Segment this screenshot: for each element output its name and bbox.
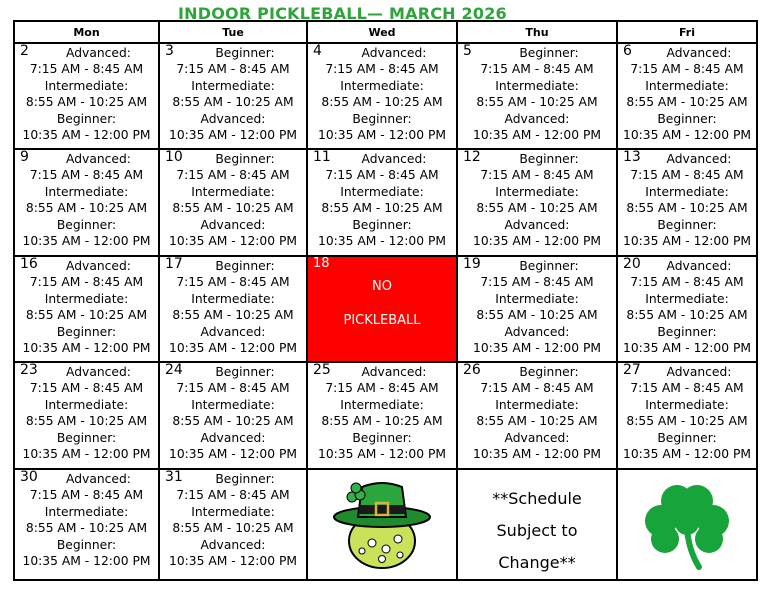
session-time: 8:55 AM - 10:25 AM — [321, 414, 443, 429]
session-time: 7:15 AM - 8:45 AM — [480, 62, 594, 77]
session-time: 10:35 AM - 12:00 PM — [318, 234, 446, 249]
session-level: Intermediate: — [191, 504, 275, 519]
note-line: Subject to — [496, 521, 578, 540]
day-number: 24 — [165, 362, 183, 378]
note-line: **Schedule — [492, 489, 582, 508]
session-level: Beginner: — [657, 324, 717, 339]
shamrock-leaf — [695, 525, 723, 553]
pickleball-hole — [359, 548, 365, 554]
session-level: Advanced: — [666, 152, 732, 166]
session-level: Intermediate: — [191, 291, 275, 306]
day-cell — [457, 362, 617, 469]
weekday-header-mon: Mon — [14, 21, 159, 43]
session-level: Advanced: — [200, 324, 266, 339]
session-level: Beginner: — [56, 430, 117, 445]
hat-band — [359, 505, 405, 514]
session-time: 7:15 AM - 8:45 AM — [325, 381, 439, 396]
session-level: Advanced: — [504, 217, 570, 232]
day-number: 3 — [165, 43, 174, 59]
session-time: 10:35 AM - 12:00 PM — [169, 341, 297, 356]
session-time: 8:55 AM - 10:25 AM — [476, 308, 598, 323]
session-time: 8:55 AM - 10:25 AM — [25, 95, 148, 110]
day-cell — [14, 469, 159, 580]
week-row — [14, 362, 757, 469]
day-number: 27 — [623, 362, 641, 378]
session-level: Advanced: — [66, 472, 131, 486]
day-cell — [307, 43, 457, 149]
session-level: Beginner: — [352, 111, 412, 126]
session-level: Advanced: — [66, 365, 131, 379]
session-level: Beginner: — [215, 152, 275, 166]
session-level: Intermediate: — [495, 291, 579, 306]
session-time: 8:55 AM - 10:25 AM — [172, 414, 294, 429]
session-time: 8:55 AM - 10:25 AM — [321, 201, 443, 216]
session-time: 7:15 AM - 8:45 AM — [480, 381, 594, 396]
session-time: 8:55 AM - 10:25 AM — [626, 308, 748, 323]
decoration-cell — [307, 469, 457, 580]
session-time: 8:55 AM - 10:25 AM — [25, 201, 148, 216]
day-cell — [14, 362, 159, 469]
pickleball-hole — [382, 545, 390, 553]
day-cell — [159, 256, 307, 362]
session-level: Intermediate: — [191, 397, 275, 412]
session-level: Intermediate: — [44, 397, 129, 412]
session-level: Intermediate: — [340, 78, 424, 93]
session-list — [458, 44, 616, 143]
day-number: 23 — [20, 362, 38, 378]
day-cell — [307, 362, 457, 469]
session-time: 10:35 AM - 12:00 PM — [318, 128, 446, 143]
session-time: 7:15 AM - 8:45 AM — [480, 168, 594, 183]
session-level: Advanced: — [200, 217, 266, 232]
session-time: 7:15 AM - 8:45 AM — [630, 168, 744, 183]
day-cell — [457, 256, 617, 362]
day-cell — [159, 149, 307, 256]
session-level: Advanced: — [66, 152, 131, 166]
session-time: 7:15 AM - 8:45 AM — [29, 381, 144, 396]
session-level: Advanced: — [666, 46, 732, 60]
session-time: 8:55 AM - 10:25 AM — [321, 95, 443, 110]
notice-line: PICKLEBALL — [343, 313, 421, 328]
session-level: Advanced: — [666, 259, 732, 273]
session-time: 10:35 AM - 12:00 PM — [169, 128, 297, 143]
session-time: 8:55 AM - 10:25 AM — [172, 521, 294, 536]
weekday-header-thu: Thu — [457, 21, 617, 43]
session-time: 8:55 AM - 10:25 AM — [172, 308, 294, 323]
week-row — [14, 256, 757, 362]
session-time: 8:55 AM - 10:25 AM — [476, 201, 598, 216]
day-number: 20 — [623, 256, 641, 272]
session-time: 8:55 AM - 10:25 AM — [476, 95, 598, 110]
session-list — [15, 150, 158, 249]
session-time: 7:15 AM - 8:45 AM — [325, 168, 439, 183]
session-time: 8:55 AM - 10:25 AM — [172, 201, 294, 216]
session-list — [15, 44, 158, 143]
day-number: 26 — [463, 362, 481, 378]
session-time: 10:35 AM - 12:00 PM — [623, 447, 751, 462]
pickleball-hole — [379, 555, 386, 562]
day-number: 5 — [463, 43, 472, 59]
session-time: 7:15 AM - 8:45 AM — [480, 275, 594, 290]
session-level: Intermediate: — [44, 78, 129, 93]
session-time: 8:55 AM - 10:25 AM — [476, 414, 598, 429]
session-level: Intermediate: — [44, 504, 129, 519]
day-cell — [159, 43, 307, 149]
no-pickleball-notice — [308, 257, 456, 338]
session-level: Beginner: — [215, 472, 275, 486]
session-time: 8:55 AM - 10:25 AM — [25, 414, 148, 429]
session-level: Advanced: — [361, 365, 427, 379]
session-list — [458, 363, 616, 462]
day-number: 16 — [20, 256, 38, 272]
session-time: 10:35 AM - 12:00 PM — [22, 234, 151, 249]
session-time: 10:35 AM - 12:00 PM — [22, 128, 151, 143]
session-time: 7:15 AM - 8:45 AM — [176, 381, 290, 396]
session-level: Advanced: — [66, 259, 131, 273]
session-level: Intermediate: — [645, 78, 729, 93]
session-time: 7:15 AM - 8:45 AM — [325, 62, 439, 77]
day-cell — [617, 149, 757, 256]
session-level: Beginner: — [56, 324, 117, 339]
session-time: 8:55 AM - 10:25 AM — [172, 95, 294, 110]
session-level: Advanced: — [361, 46, 427, 60]
session-time: 8:55 AM - 10:25 AM — [626, 414, 748, 429]
week-row — [14, 469, 757, 580]
pickleball-hole — [394, 535, 402, 543]
day-cell — [159, 362, 307, 469]
day-cell — [14, 149, 159, 256]
schedule-note — [458, 470, 616, 579]
session-list — [618, 44, 756, 143]
session-time: 10:35 AM - 12:00 PM — [473, 341, 601, 356]
note-cell — [457, 469, 617, 580]
shamrock-icon — [637, 477, 737, 573]
pickleball-hole — [397, 552, 403, 558]
session-level: Beginner: — [56, 537, 117, 552]
session-level: Intermediate: — [645, 291, 729, 306]
session-level: Intermediate: — [495, 397, 579, 412]
session-level: Intermediate: — [495, 78, 579, 93]
decoration-cell — [617, 469, 757, 580]
day-number: 18 — [313, 256, 330, 271]
session-time: 10:35 AM - 12:00 PM — [22, 447, 151, 462]
session-level: Intermediate: — [44, 184, 129, 199]
session-level: Beginner: — [657, 217, 717, 232]
session-time: 10:35 AM - 12:00 PM — [623, 128, 751, 143]
session-time: 8:55 AM - 10:25 AM — [25, 308, 148, 323]
day-number: 2 — [20, 43, 29, 59]
session-level: Intermediate: — [645, 397, 729, 412]
session-level: Beginner: — [56, 217, 117, 232]
day-number: 6 — [623, 43, 632, 59]
session-level: Beginner: — [56, 111, 117, 126]
day-number: 12 — [463, 149, 481, 165]
session-time: 7:15 AM - 8:45 AM — [29, 168, 144, 183]
session-level: Beginner: — [657, 430, 717, 445]
week-row — [14, 43, 757, 149]
session-time: 10:35 AM - 12:00 PM — [318, 447, 446, 462]
session-level: Beginner: — [215, 259, 275, 273]
shamrock-leaf — [651, 525, 679, 553]
session-time: 10:35 AM - 12:00 PM — [22, 341, 151, 356]
day-cell — [617, 43, 757, 149]
weekday-header-tue: Tue — [159, 21, 307, 43]
session-level: Beginner: — [352, 217, 412, 232]
weekday-header-row — [14, 21, 757, 43]
session-level: Advanced: — [66, 46, 131, 60]
note-line: Change** — [498, 553, 576, 572]
day-cell — [14, 256, 159, 362]
day-cell — [457, 149, 617, 256]
day-number: 17 — [165, 256, 183, 272]
session-list — [308, 44, 456, 143]
session-time: 7:15 AM - 8:45 AM — [630, 381, 744, 396]
session-level: Beginner: — [519, 46, 579, 60]
session-level: Intermediate: — [191, 78, 275, 93]
session-time: 10:35 AM - 12:00 PM — [169, 554, 297, 569]
day-number: 30 — [20, 469, 38, 485]
shamrock-leaf — [351, 483, 361, 493]
session-level: Advanced: — [666, 365, 732, 379]
session-time: 10:35 AM - 12:00 PM — [169, 234, 297, 249]
session-time: 7:15 AM - 8:45 AM — [630, 275, 744, 290]
session-level: Beginner: — [215, 46, 275, 60]
pickleball-hole — [368, 539, 376, 547]
weekday-header-wed: Wed — [307, 21, 457, 43]
session-level: Intermediate: — [44, 291, 129, 306]
session-time: 7:15 AM - 8:45 AM — [630, 62, 744, 77]
day-cell — [159, 469, 307, 580]
session-level: Advanced: — [504, 324, 570, 339]
weekday-header-fri: Fri — [617, 21, 757, 43]
session-time: 8:55 AM - 10:25 AM — [25, 521, 148, 536]
day-cell — [14, 43, 159, 149]
session-time: 10:35 AM - 12:00 PM — [169, 447, 297, 462]
day-number: 9 — [20, 149, 29, 165]
session-level: Advanced: — [361, 152, 427, 166]
session-time: 10:35 AM - 12:00 PM — [473, 447, 601, 462]
session-level: Intermediate: — [495, 184, 579, 199]
session-time: 10:35 AM - 12:00 PM — [473, 128, 601, 143]
session-level: Advanced: — [200, 430, 266, 445]
session-level: Beginner: — [519, 152, 579, 166]
session-time: 7:15 AM - 8:45 AM — [176, 275, 290, 290]
session-time: 10:35 AM - 12:00 PM — [623, 341, 751, 356]
day-number: 10 — [165, 149, 183, 165]
session-time: 7:15 AM - 8:45 AM — [176, 488, 290, 503]
session-level: Advanced: — [200, 111, 266, 126]
day-cell — [307, 149, 457, 256]
session-level: Advanced: — [200, 537, 266, 552]
day-cell — [617, 362, 757, 469]
session-level: Beginner: — [519, 365, 579, 379]
session-list — [458, 150, 616, 249]
session-level: Advanced: — [504, 430, 570, 445]
session-level: Beginner: — [215, 365, 275, 379]
shamrock-center — [675, 511, 699, 535]
day-number: 31 — [165, 469, 183, 485]
week-row — [14, 149, 757, 256]
session-level: Advanced: — [504, 111, 570, 126]
session-time: 10:35 AM - 12:00 PM — [623, 234, 751, 249]
day-cell — [617, 256, 757, 362]
session-list — [160, 44, 306, 143]
session-time: 7:15 AM - 8:45 AM — [29, 275, 144, 290]
day-number: 19 — [463, 256, 481, 272]
session-time: 10:35 AM - 12:00 PM — [473, 234, 601, 249]
session-time: 7:15 AM - 8:45 AM — [29, 488, 144, 503]
day-number: 4 — [313, 43, 322, 59]
day-number: 25 — [313, 362, 331, 378]
day-number: 11 — [313, 149, 331, 165]
calendar-grid — [13, 20, 758, 581]
session-time: 7:15 AM - 8:45 AM — [176, 168, 290, 183]
session-level: Intermediate: — [645, 184, 729, 199]
session-level: Beginner: — [657, 111, 717, 126]
session-time: 7:15 AM - 8:45 AM — [176, 62, 290, 77]
day-cell — [457, 43, 617, 149]
session-time: 8:55 AM - 10:25 AM — [626, 201, 748, 216]
session-time: 10:35 AM - 12:00 PM — [22, 554, 151, 569]
leprechaun-hat-pickleball-icon — [330, 477, 434, 573]
calendar-title: INDOOR PICKLEBALL— MARCH 2026 — [178, 4, 507, 23]
session-level: Beginner: — [519, 259, 579, 273]
session-time: 8:55 AM - 10:25 AM — [626, 95, 748, 110]
cancelled-day-cell — [307, 256, 457, 362]
session-level: Intermediate: — [340, 184, 424, 199]
session-time: 7:15 AM - 8:45 AM — [29, 62, 144, 77]
session-list — [458, 257, 616, 356]
session-level: Intermediate: — [340, 397, 424, 412]
day-number: 13 — [623, 149, 641, 165]
session-level: Intermediate: — [191, 184, 275, 199]
session-level: Beginner: — [352, 430, 412, 445]
notice-line: NO — [372, 279, 392, 294]
